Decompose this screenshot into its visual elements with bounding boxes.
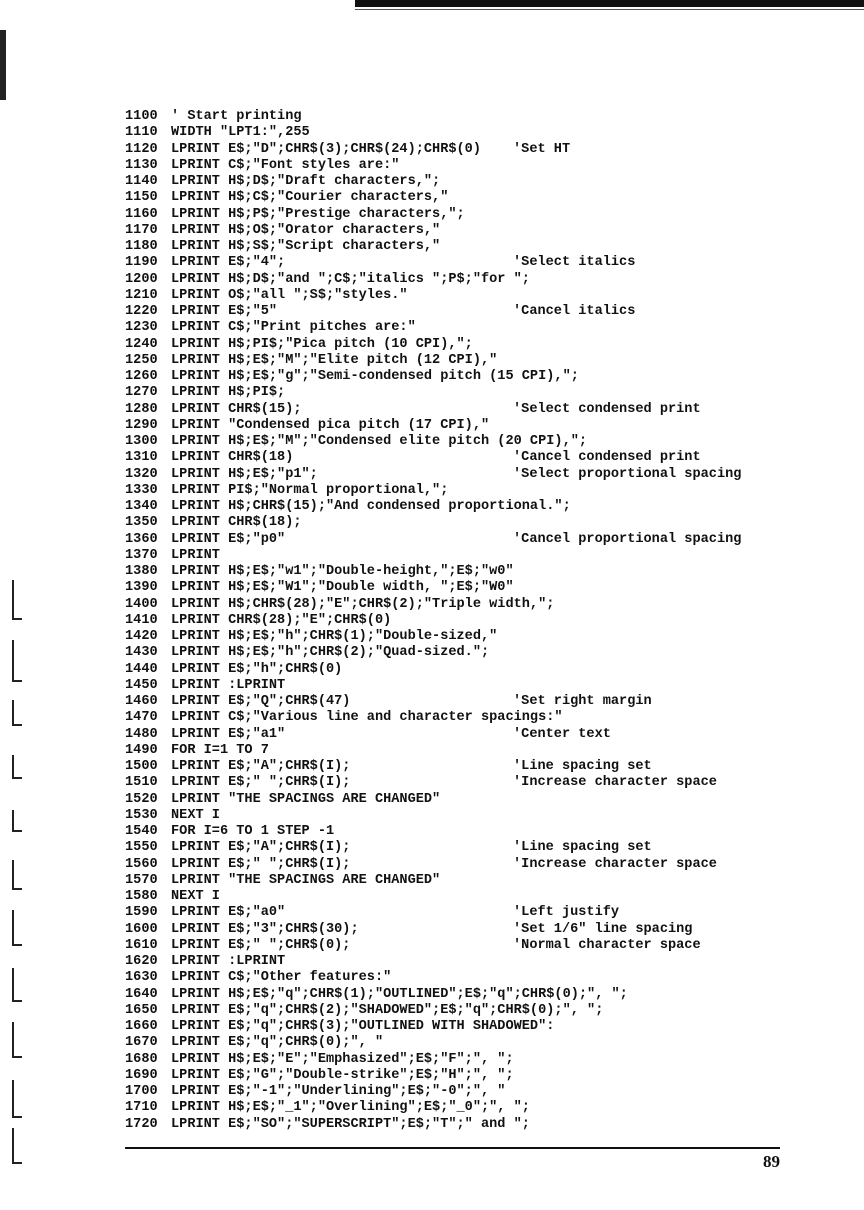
code-line [125,207,825,223]
code-statement: LPRINT H$;E$;"p1"; [171,466,318,482]
code-line [125,1052,825,1068]
code-line [125,467,825,483]
code-comment: 'Select condensed print [513,401,701,417]
code-line [125,857,825,873]
code-line [125,564,825,580]
margin-bracket [12,755,22,779]
code-statement: LPRINT E$;"D";CHR$(3);CHR$(24);CHR$(0) [171,141,481,157]
code-line [125,1068,825,1084]
code-statement: LPRINT H$;C$;"Courier characters," [171,190,449,206]
margin-bracket [12,860,22,890]
code-line [125,970,825,986]
code-line [125,190,825,206]
code-comment: 'Line spacing set [513,759,652,774]
code-line [125,450,825,466]
code-comment: 'Cancel italics [513,304,636,319]
code-line [125,320,825,336]
line-number: 1180 [125,239,158,254]
code-comment: 'Set HT [513,141,571,157]
code-comment: 'Cancel condensed print [513,450,701,466]
line-number: 1560 [125,856,158,872]
margin-bracket [12,910,22,946]
code-line [125,1117,825,1133]
code-statement: LPRINT E$;"5" [171,304,278,319]
code-statement: NEXT I [171,889,220,904]
line-number: 1310 [125,450,158,466]
line-number: 1460 [125,694,158,709]
margin-bracket [12,1080,22,1118]
line-number: 1570 [125,872,158,888]
code-statement: LPRINT H$;E$;"q";CHR$(1);"OUTLINED";E$;"q";CHR$(0);", "; [171,986,628,1002]
line-number: 1620 [125,954,158,969]
line-number: 1390 [125,580,158,596]
line-number: 1220 [125,304,158,319]
code-line [125,532,825,548]
line-number: 1230 [125,320,158,336]
line-number: 1630 [125,970,158,986]
code-line [125,548,825,564]
code-statement: LPRINT H$;CHR$(15);"And condensed proportional."; [171,499,571,514]
line-number: 1270 [125,385,158,401]
code-line [125,1003,825,1019]
line-number: 1450 [125,677,158,693]
code-statement: LPRINT H$;E$;"_1";"Overlining";E$;"_0";", "; [171,1100,530,1116]
line-number: 1150 [125,190,158,206]
code-statement: LPRINT H$;CHR$(28);"E";CHR$(2);"Triple width,"; [171,596,555,612]
code-line [125,987,825,1003]
margin-bracket [12,700,22,726]
line-number: 1250 [125,352,158,368]
code-line [125,434,825,450]
code-line [125,402,825,418]
code-statement: LPRINT H$;PI$; [171,385,286,401]
line-number: 1190 [125,255,158,271]
code-statement: LPRINT CHR$(15); [171,401,302,417]
code-line [125,125,825,141]
code-statement: LPRINT H$;S$;"Script characters," [171,239,441,254]
code-comment: 'Increase character space [513,856,717,872]
code-statement: WIDTH "LPT1:",255 [171,125,310,141]
line-number: 1300 [125,434,158,449]
code-comment: 'Set right margin [513,694,652,709]
code-line [125,922,825,938]
margin-bracket [12,640,22,682]
line-number: 1480 [125,726,158,742]
code-statement: LPRINT E$;" ";CHR$(I); [171,775,351,791]
code-line [125,385,825,401]
code-line [125,142,825,158]
code-statement: LPRINT "THE SPACINGS ARE CHANGED" [171,791,441,807]
code-line [125,255,825,271]
code-comment: 'Line spacing set [513,840,652,856]
margin-bracket [12,810,22,832]
code-line [125,1035,825,1051]
line-number: 1430 [125,645,158,661]
code-line [125,288,825,304]
code-line [125,580,825,596]
margin-bracket [12,580,22,620]
code-statement: LPRINT H$;E$;"E";"Emphasized";E$;"F";", "; [171,1051,514,1067]
line-number: 1500 [125,759,158,774]
line-number: 1680 [125,1051,158,1067]
line-number: 1470 [125,710,158,726]
page-number: 89 [763,1152,780,1171]
code-statement: LPRINT H$;O$;"Orator characters," [171,222,441,238]
code-line [125,629,825,645]
line-number: 1670 [125,1035,158,1051]
margin-bracket [12,1022,22,1058]
line-number: 1240 [125,336,158,352]
code-line [125,337,825,353]
line-number: 1510 [125,775,158,791]
code-line [125,905,825,921]
line-number: 1110 [125,125,158,141]
line-number: 1580 [125,889,158,904]
code-line [125,710,825,726]
code-statement: LPRINT E$;"-1";"Underlining";E$;"-0";", " [171,1084,506,1099]
line-number: 1200 [125,271,158,287]
margin-bracket [12,1128,22,1164]
line-number: 1420 [125,629,158,644]
code-statement: LPRINT H$;E$;"M";"Condensed elite pitch (20 CPI),"; [171,434,588,449]
code-comment: 'Select proportional spacing [513,466,742,482]
line-number: 1660 [125,1019,158,1034]
line-number: 1410 [125,612,158,628]
line-number: 1130 [125,157,158,173]
code-statement: LPRINT O$;"all ";S$;"styles." [171,287,408,303]
code-statement: LPRINT H$;E$;"M";"Elite pitch (12 CPI)," [171,352,498,368]
line-number: 1490 [125,742,158,758]
line-number: 1540 [125,824,158,839]
code-statement: LPRINT C$;"Other features:" [171,970,392,986]
code-line [125,304,825,320]
code-line [125,109,825,125]
code-line [125,954,825,970]
code-line [125,369,825,385]
code-statement: LPRINT C$;"Font styles are:" [171,157,400,173]
code-statement: LPRINT C$;"Various line and character spacings:" [171,710,563,726]
line-number: 1520 [125,791,158,807]
code-line [125,824,825,840]
line-number: 1140 [125,174,158,189]
line-number: 1260 [125,369,158,384]
code-comment: 'Normal character space [513,937,701,953]
line-number: 1280 [125,401,158,417]
code-comment: 'Cancel proportional spacing [513,531,742,547]
code-comment: 'Left justify [513,905,620,921]
code-line [125,694,825,710]
code-statement: LPRINT [171,547,220,563]
code-statement: LPRINT E$;"A";CHR$(I); [171,840,351,856]
code-statement: LPRINT E$;"SO";"SUPERSCRIPT";E$;"T";" and "; [171,1116,530,1132]
code-statement: LPRINT H$;E$;"h";CHR$(2);"Quad-sized."; [171,645,490,661]
code-statement: LPRINT H$;P$;"Prestige characters,"; [171,206,465,222]
code-comment: 'Center text [513,726,611,742]
code-line [125,418,825,434]
line-number: 1350 [125,515,158,531]
code-line [125,515,825,531]
code-comment: 'Increase character space [513,775,717,791]
code-statement: LPRINT E$;"h";CHR$(0) [171,661,343,677]
code-comment: 'Select italics [513,255,636,271]
code-statement: NEXT I [171,807,220,823]
code-line [125,662,825,678]
code-statement: LPRINT E$;" ";CHR$(I); [171,856,351,872]
code-statement: LPRINT E$;"a0" [171,905,286,921]
code-statement: LPRINT E$;"3";CHR$(30); [171,921,359,937]
line-number: 1400 [125,596,158,612]
line-number: 1690 [125,1067,158,1083]
code-line [125,174,825,190]
code-line [125,873,825,889]
code-line [125,223,825,239]
binding-edge-mark [0,30,6,100]
code-line [125,1019,825,1035]
line-number: 1210 [125,287,158,303]
code-statement: LPRINT E$;"p0" [171,531,286,547]
code-statement: LPRINT H$;E$;"h";CHR$(1);"Double-sized," [171,629,498,644]
line-number: 1530 [125,807,158,823]
line-number: 1700 [125,1084,158,1099]
line-number: 1330 [125,482,158,498]
code-statement: LPRINT H$;D$;"and ";C$;"italics ";P$;"for "; [171,271,530,287]
code-statement: LPRINT CHR$(18); [171,515,302,531]
code-line [125,775,825,791]
code-statement: LPRINT E$;"q";CHR$(3);"OUTLINED WITH SHADOWED": [171,1019,555,1034]
line-number: 1360 [125,531,158,547]
line-number: 1710 [125,1100,158,1116]
line-number: 1170 [125,222,158,238]
code-statement: LPRINT H$;E$;"w1";"Double-height,";E$;"w0" [171,564,514,579]
code-line [125,239,825,255]
code-line [125,597,825,613]
line-number: 1370 [125,547,158,563]
code-statement: LPRINT E$;"A";CHR$(I); [171,759,351,774]
line-number: 1610 [125,937,158,953]
code-statement: LPRINT CHR$(18) [171,450,294,466]
line-number: 1120 [125,141,158,157]
code-statement: ' Start printing [171,109,302,124]
code-statement: LPRINT H$;E$;"W1";"Double width, ";E$;"W0" [171,580,514,596]
code-line [125,840,825,856]
code-line [125,1084,825,1100]
code-statement: LPRINT E$;"q";CHR$(2);"SHADOWED";E$;"q";CHR$(0);", "; [171,1002,604,1018]
code-line [125,759,825,775]
code-line [125,743,825,759]
code-statement: LPRINT E$;"q";CHR$(0);", " [171,1035,384,1051]
code-line [125,499,825,515]
line-number: 1290 [125,417,158,433]
line-number: 1650 [125,1002,158,1018]
code-comment: 'Set 1/6" line spacing [513,921,693,937]
line-number: 1100 [125,109,158,124]
code-line [125,613,825,629]
code-statement: LPRINT E$;"G";"Double-strike";E$;"H";", "; [171,1067,514,1083]
code-statement: LPRINT C$;"Print pitches are:" [171,320,416,336]
line-number: 1590 [125,905,158,921]
line-number: 1640 [125,986,158,1002]
top-rule-thin [355,9,864,10]
code-statement: LPRINT H$;PI$;"Pica pitch (10 CPI),"; [171,336,473,352]
code-statement: FOR I=6 TO 1 STEP -1 [171,824,335,839]
code-statement: LPRINT E$;" ";CHR$(0); [171,937,351,953]
code-line [125,1100,825,1116]
line-number: 1160 [125,206,158,222]
code-line [125,792,825,808]
line-number: 1440 [125,661,158,677]
code-statement: LPRINT E$;"4"; [171,255,286,271]
margin-bracket [12,968,22,1002]
code-line [125,727,825,743]
line-number: 1600 [125,921,158,937]
basic-code-listing [125,109,825,1133]
code-line [125,889,825,905]
code-line [125,353,825,369]
line-number: 1380 [125,564,158,579]
code-statement: FOR I=1 TO 7 [171,742,269,758]
line-number: 1550 [125,840,158,856]
code-statement: LPRINT E$;"a1" [171,726,286,742]
code-statement: LPRINT H$;E$;"g";"Semi-condensed pitch (15 CPI),"; [171,369,579,384]
code-line [125,808,825,824]
code-statement: LPRINT CHR$(28);"E";CHR$(0) [171,612,392,628]
code-statement: LPRINT "Condensed pica pitch (17 CPI)," [171,417,490,433]
line-number: 1320 [125,466,158,482]
line-number: 1720 [125,1116,158,1132]
code-statement: LPRINT :LPRINT [171,677,286,693]
line-number: 1340 [125,499,158,514]
code-statement: LPRINT H$;D$;"Draft characters,"; [171,174,441,189]
code-line [125,938,825,954]
code-line [125,483,825,499]
code-statement: LPRINT PI$;"Normal proportional,"; [171,482,449,498]
code-line [125,678,825,694]
code-line [125,272,825,288]
top-rule [355,0,864,7]
code-line [125,158,825,174]
code-statement: LPRINT :LPRINT [171,954,286,969]
code-statement: LPRINT "THE SPACINGS ARE CHANGED" [171,872,441,888]
bottom-rule [125,1147,780,1149]
code-line [125,645,825,661]
code-statement: LPRINT E$;"Q";CHR$(47) [171,694,351,709]
